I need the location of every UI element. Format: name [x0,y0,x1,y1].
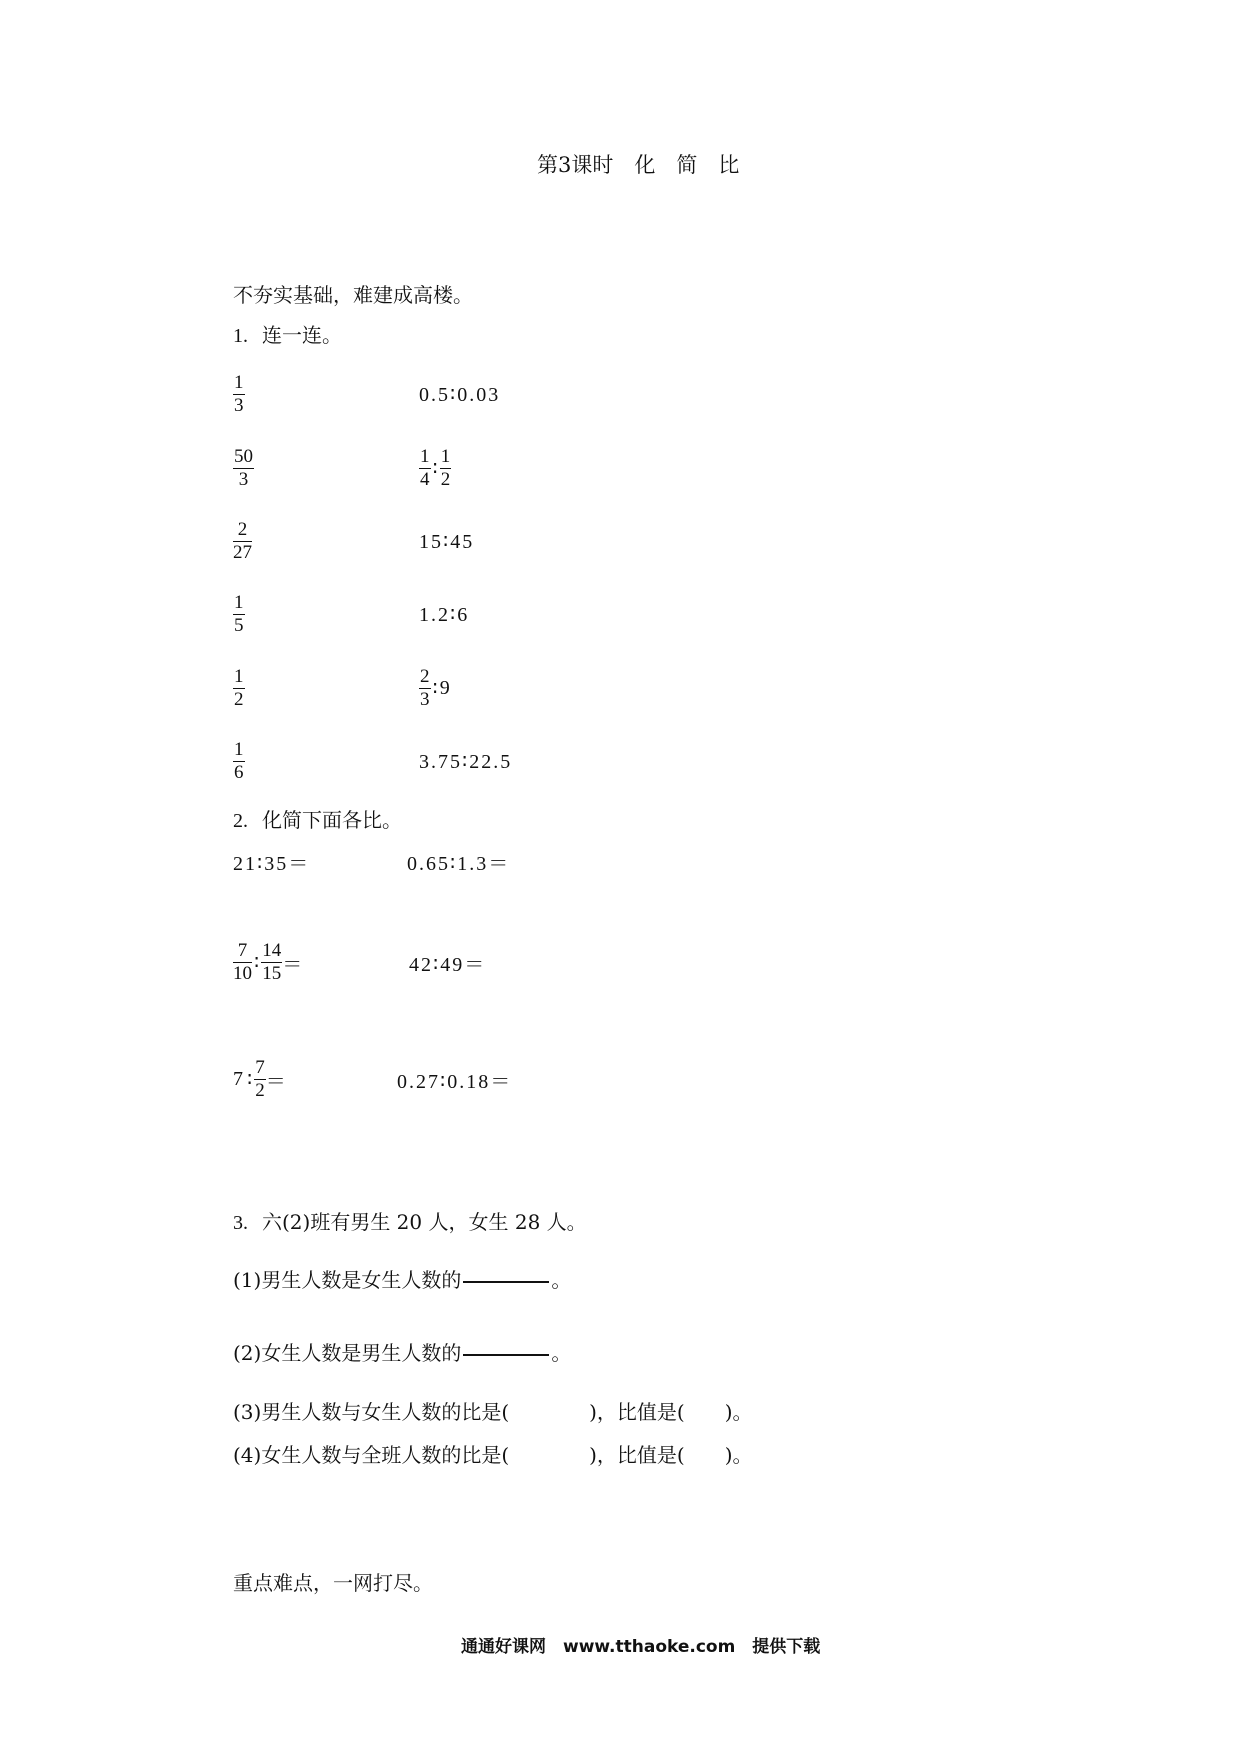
denominator: 15 [262,962,282,984]
sub-question: (3)男生人数与女生人数的比是( )，比值是( )。 [233,1400,753,1424]
fraction [254,1057,266,1102]
page-title: 第3课时 化 简 比 [537,153,740,177]
match-right [419,666,452,711]
match-row [233,589,469,639]
numerator: 14 [262,939,282,961]
numerator: 50 [234,445,253,467]
numerator: 1 [420,445,430,467]
fraction [233,519,252,564]
fraction [233,592,245,637]
section-motto: 不夯实基础，难建成高楼。 [233,283,473,307]
fraction [233,446,254,491]
answer-blank-line [463,1281,549,1283]
ratio-exercise: 0.27∶0.18＝ [397,1070,513,1093]
ratio-term: 9 [439,676,452,699]
match-left [233,446,419,491]
question-text: 六(2)班有男生 20 人，女生 28 人。 [262,1210,587,1234]
simplify-row [233,836,510,886]
ratio-exercise: 42∶49＝ [409,953,487,976]
question-text: 化简下面各比。 [262,808,402,832]
denominator: 2 [234,688,244,710]
denominator: 5 [234,614,244,636]
match-right: 15∶45 [419,530,475,553]
simplify-row [233,1054,512,1104]
ratio-exercise [233,1057,397,1102]
numerator: 7 [255,1056,265,1078]
question-1-heading [233,321,342,350]
match-left [233,739,419,784]
ratio-term: 7 [233,1067,245,1090]
fraction [261,940,282,985]
match-left [233,519,419,564]
numerator: 1 [440,445,451,467]
fraction [233,666,245,711]
question-number: 2. [233,810,248,832]
numerator: 1 [234,738,244,760]
sub-question: (4)女生人数与全班人数的比是( )，比值是( )。 [233,1443,753,1467]
equals-sign: ＝ [265,1070,286,1093]
numerator: 2 [420,665,430,687]
numerator: 7 [233,940,252,963]
ratio-colon: ∶ [247,1068,253,1091]
fraction [233,372,245,417]
numerator: 1 [234,665,244,687]
section-heading: 重点难点，一网打尽。 [233,1571,433,1595]
denominator: 3 [420,688,430,710]
denominator: 2 [440,468,451,490]
match-row [233,443,451,493]
match-left [233,592,419,637]
match-right [419,446,451,491]
page-footer: 通通好课网 www.tthaoke.com 提供下载 [461,1637,821,1657]
ratio-exercise: 21∶35＝ [233,852,311,875]
match-right: 0.5∶0.03 [419,383,501,406]
match-right: 3.75∶22.5 [419,750,513,773]
match-row [233,369,500,419]
denominator: 3 [234,394,244,416]
sub-question-end: 。 [551,1341,572,1365]
ratio-colon: ∶ [254,951,260,974]
sub-question-text: (1)男生人数是女生人数的 [233,1268,462,1292]
question-text: 连一连。 [262,323,342,347]
match-left [233,666,419,711]
denominator: 3 [238,468,249,490]
match-left [233,372,419,417]
ratio-colon: ∶ [432,677,438,700]
match-row [233,516,474,566]
fraction [233,940,252,985]
denominator: 27 [233,541,252,563]
ratio-exercise [233,940,409,985]
numerator: 1 [234,371,244,393]
answer-blank-line [463,1354,549,1356]
fraction [419,446,431,491]
ratio-colon: ∶ [432,457,438,480]
denominator: 2 [255,1079,265,1101]
match-right: 1.2∶6 [419,603,470,626]
denominator: 10 [233,962,252,984]
simplify-row [233,937,486,987]
denominator: 4 [420,468,430,490]
denominator: 6 [234,761,244,783]
question-number: 1. [233,325,248,347]
match-row [233,663,452,713]
sub-question [233,1339,571,1367]
sub-question [233,1266,571,1294]
numerator: 2 [233,519,252,542]
question-3-heading [233,1208,587,1237]
question-2-heading [233,806,402,835]
fraction [233,739,245,784]
sub-question-end: 。 [551,1268,572,1292]
ratio-exercise: 0.65∶1.3＝ [407,852,511,875]
fraction [419,666,431,711]
sub-question-text: (2)女生人数是男生人数的 [233,1341,462,1365]
question-number: 3. [233,1212,248,1234]
fraction [440,446,452,491]
numerator: 1 [234,591,244,613]
match-row [233,736,512,786]
equals-sign: ＝ [282,953,303,976]
